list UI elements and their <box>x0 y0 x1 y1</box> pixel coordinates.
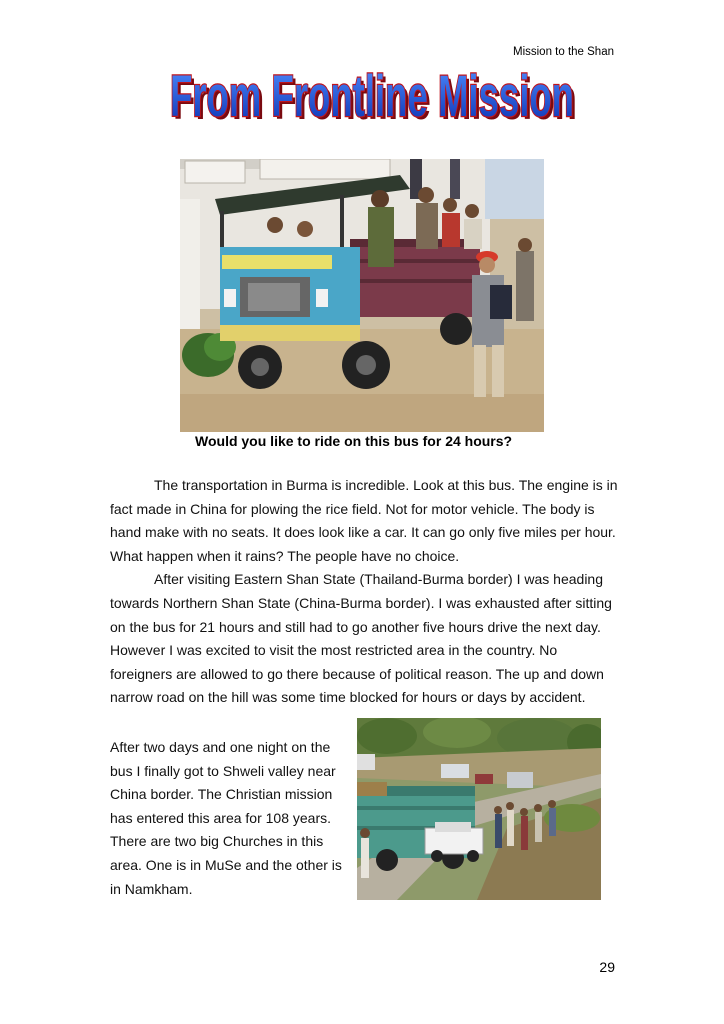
title-shadow-text: From Frontline Mission <box>173 67 577 124</box>
bus-photo <box>180 159 544 432</box>
paragraph-2: After visiting Eastern Shan State (Thailand-Burma border) I was heading towards Northern Shan State (China-Burma border). I was exhausted after sitting on the bus for 21 hours and still had to go another five hours drive the next day. However I was excited to visit the most restricted area in the country. No foreigners are allowed to go there because of political reason. The up and down narrow road on the hill was some time blocked for hours or days by accident. <box>110 571 612 706</box>
page-title <box>166 60 578 124</box>
paragraph-1: The transportation in Burma is incredible. Look at this bus. The engine is in fact made in China for plowing the rice field. Not for motor vehicle. The body is hand make with no seats. It does look like a car. It can go only five miles per hour. What happen when it rains? The people have no choice. <box>110 477 618 564</box>
running-header: Mission to the Shan <box>512 46 614 58</box>
paragraph-3: After two days and one night on the bus I finally got to Shweli valley near China border. The Christian mission has entered this area for 108 years. There are two big Churches in this area. One is in MuSe and the other is in Namkham. <box>110 739 342 897</box>
photo-caption: Would you like to ride on this bus for 24 hours? <box>195 433 513 449</box>
page-number: 29 <box>599 959 615 975</box>
road-photo <box>357 718 601 900</box>
title-text: From Frontline Mission <box>170 64 574 124</box>
body-text <box>110 474 620 710</box>
